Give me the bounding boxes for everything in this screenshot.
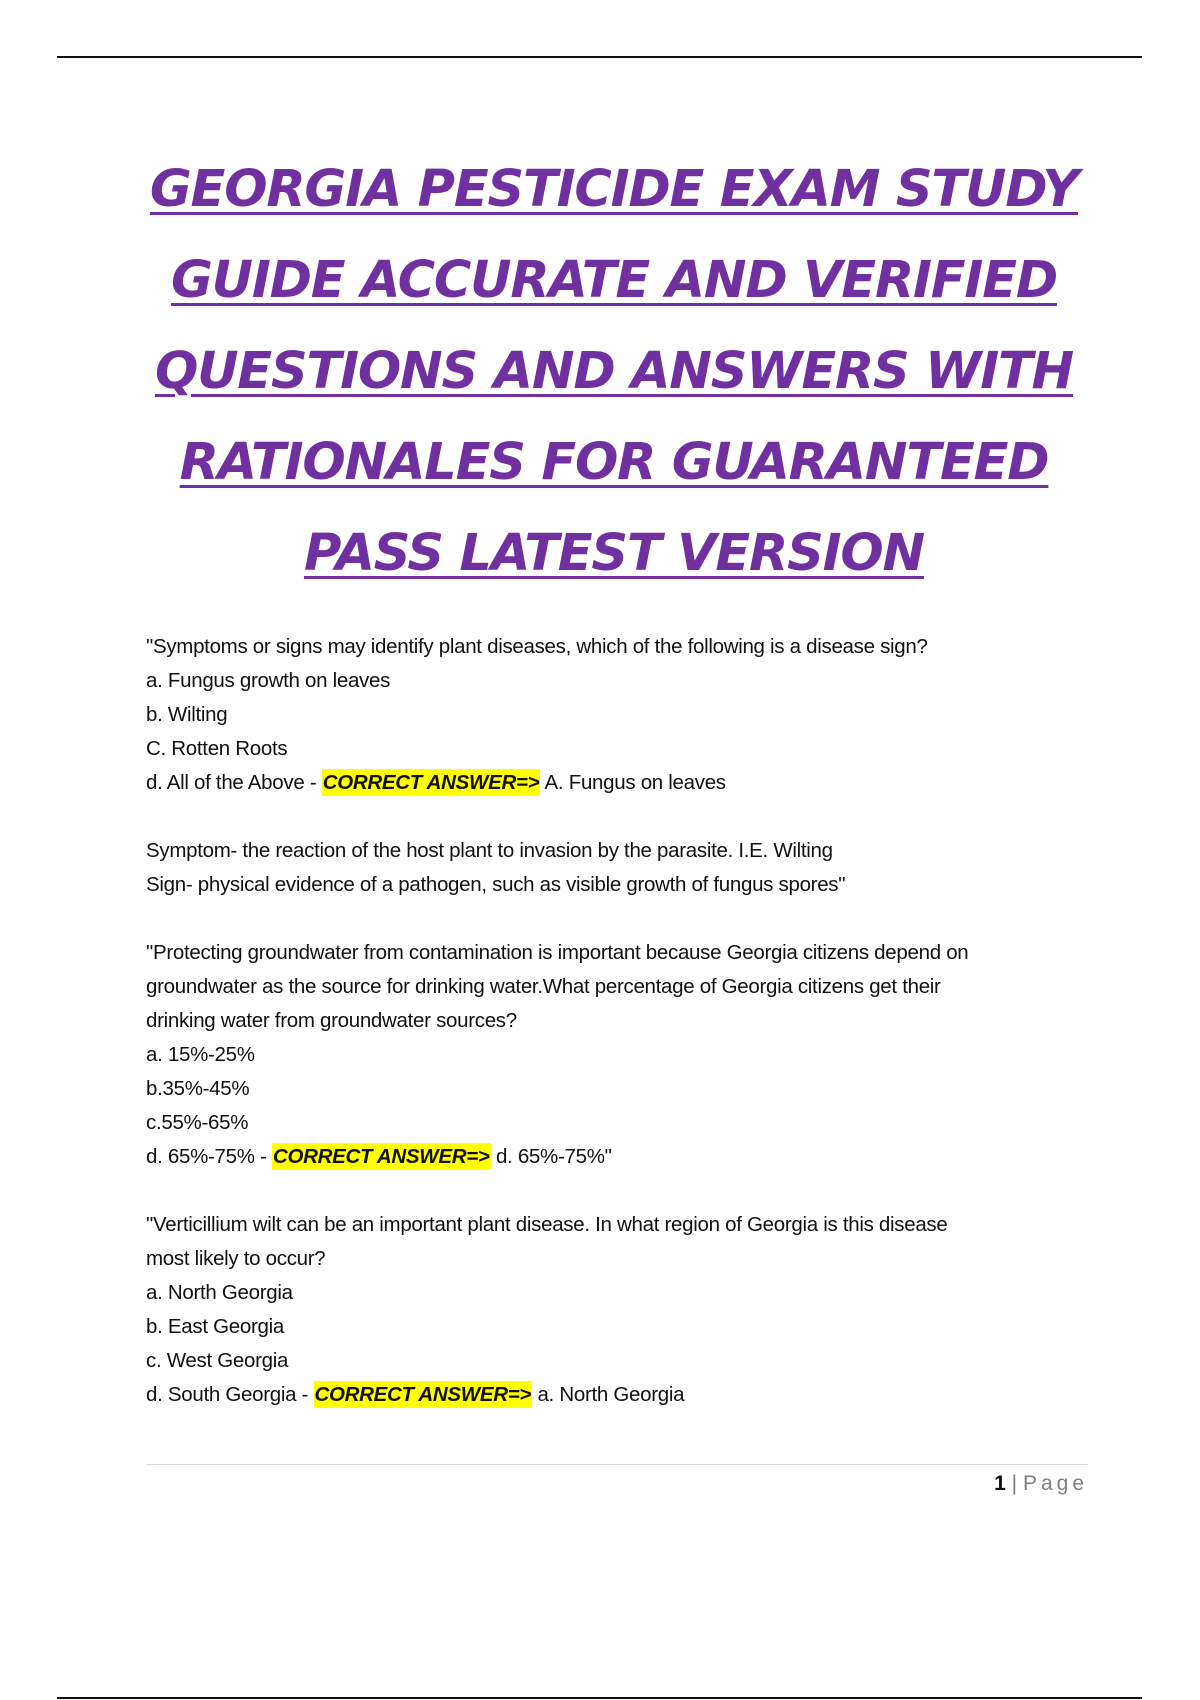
spacer [146,902,1086,936]
document-body [146,630,1086,1412]
correct-answer-highlight: CORRECT ANSWER=> [314,1383,532,1406]
option-d-with-answer [146,1378,1086,1412]
option-d-with-answer [146,766,1086,800]
question-block-2 [146,936,1086,1174]
top-rule [57,56,1142,58]
option-d: d. 65%-75% - [146,1145,272,1168]
question-text: "Symptoms or signs may identify plant diseases, which of the following is a disease sign? [146,635,928,658]
option-a: a. 15%-25% [146,1043,255,1066]
answer-text: A. Fungus on leaves [540,771,726,794]
question-text-line-1: "Protecting groundwater from contamination is important because Georgia citizens depend on [146,941,969,964]
document-title [145,144,1083,599]
option-d-with-answer [146,1140,1086,1174]
option-a: a. North Georgia [146,1281,293,1304]
bottom-rule [57,1697,1142,1699]
option-b: b. East Georgia [146,1315,284,1338]
title-line-1: GEORGIA PESTICIDE EXAM STUDY [149,160,1079,219]
question-text-line-2: groundwater as the source for drinking water.What percentage of Georgia citizens get their [146,975,941,998]
footer-rule [146,1464,1088,1465]
title-line-3: QUESTIONS AND ANSWERS WITH [154,342,1074,401]
correct-answer-highlight: CORRECT ANSWER=> [273,1145,490,1168]
correct-answer-highlight: CORRECT ANSWER=> [322,771,540,794]
title-line-2: GUIDE ACCURATE AND VERIFIED [171,251,1057,310]
answer-text: a. North Georgia [532,1383,685,1406]
rationale-sign: Sign- physical evidence of a pathogen, such as visible growth of fungus spores" [146,873,846,896]
footer-separator: | [1005,1472,1023,1495]
spacer [146,800,1086,834]
option-a: a. Fungus growth on leaves [146,669,391,692]
spacer [146,1174,1086,1208]
option-b: b. Wilting [146,703,228,726]
question-text-line-2: most likely to occur? [146,1247,326,1270]
option-d: d. All of the Above - [146,771,322,794]
option-c: c.55%-65% [146,1111,249,1134]
option-c: C. Rotten Roots [146,737,288,760]
answer-text: d. 65%-75%" [490,1145,612,1168]
question-block-1 [146,630,1086,902]
option-d: d. South Georgia - [146,1383,314,1406]
question-block-3 [146,1208,1086,1412]
title-line-4: RATIONALES FOR GUARANTEED [179,433,1049,492]
option-c: c. West Georgia [146,1349,289,1372]
page-label: Page [1022,1472,1088,1495]
question-text-line-3: drinking water from groundwater sources? [146,1009,517,1032]
rationale-symptom: Symptom- the reaction of the host plant to invasion by the parasite. I.E. Wilting [146,839,833,862]
question-text-line-1: "Verticillium wilt can be an important plant disease. In what region of Georgia is this disease [146,1213,948,1236]
page-number: 1 [994,1472,1006,1495]
option-b: b.35%-45% [146,1077,250,1100]
page-footer [994,1470,1088,1498]
title-line-5: PASS LATEST VERSION [303,524,925,583]
